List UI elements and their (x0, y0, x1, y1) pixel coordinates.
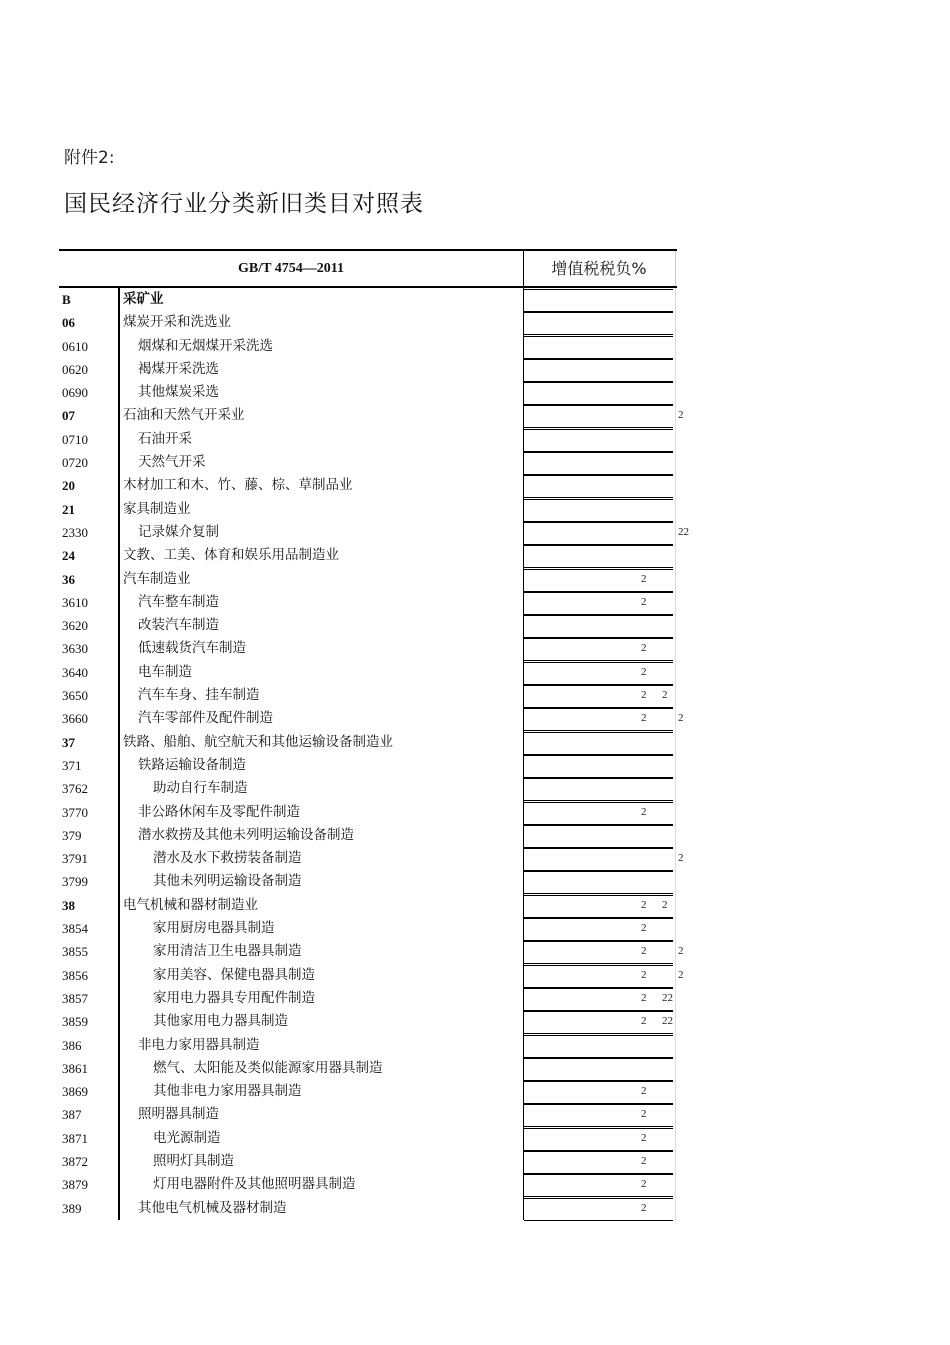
table-row (59, 451, 677, 474)
tax-value: 2 (641, 1131, 647, 1144)
code-divider (118, 707, 120, 730)
tax-cell (524, 499, 673, 522)
tax-value: 2 (641, 1015, 647, 1028)
table-row (59, 1150, 677, 1173)
row-name: 灯用电器附件及其他照明器具制造 (153, 1176, 356, 1193)
attachment-label: 附件2: (64, 148, 115, 168)
row-code: 3856 (62, 967, 88, 983)
right-edge (675, 847, 676, 870)
tax-value: 2 (678, 409, 684, 422)
tax-cell (524, 918, 673, 941)
tax-cell (524, 895, 673, 918)
row-name: 其他未列明运输设备制造 (153, 873, 302, 890)
table-row (59, 894, 677, 917)
row-name: 家用清洁卫生电器具制造 (153, 943, 302, 960)
right-edge (675, 474, 676, 497)
row-name: 改装汽车制造 (138, 617, 219, 634)
row-code: B (62, 292, 71, 307)
tax-cell (524, 1174, 673, 1197)
tax-cell (524, 1151, 673, 1174)
tax-cell (524, 405, 673, 428)
row-name: 照明器具制造 (138, 1106, 219, 1123)
row-code: 379 (62, 827, 82, 843)
table-row (59, 870, 677, 893)
tax-cell (524, 475, 673, 498)
table-row (59, 381, 677, 404)
row-code: 24 (62, 548, 75, 564)
right-edge (675, 731, 676, 754)
code-divider (118, 987, 120, 1010)
right-edge (675, 684, 676, 707)
right-edge (675, 1197, 676, 1220)
row-code: 389 (62, 1200, 82, 1216)
row-code: 0610 (62, 338, 88, 354)
right-edge (675, 1080, 676, 1103)
right-edge (675, 754, 676, 777)
tax-cell (524, 871, 673, 894)
row-name: 非电力家用器具制造 (138, 1036, 260, 1053)
row-code: 387 (62, 1107, 82, 1123)
code-divider (118, 1197, 120, 1220)
right-edge (675, 451, 676, 474)
tax-value: 2 (641, 898, 647, 911)
row-code: 3879 (62, 1177, 88, 1193)
tax-value: 2 (662, 898, 668, 911)
code-divider (118, 591, 120, 614)
tax-value: 2 (641, 595, 647, 608)
code-divider (118, 661, 120, 684)
tax-value: 2 (678, 945, 684, 958)
code-divider (118, 1150, 120, 1173)
row-code: 0710 (62, 431, 88, 447)
code-divider (118, 870, 120, 893)
row-name: 煤炭开采和洗选业 (123, 314, 231, 331)
row-name: 烟煤和无烟煤开采洗选 (138, 337, 273, 354)
tax-cell (524, 965, 673, 988)
tax-cell (524, 1011, 673, 1034)
table-row (59, 474, 677, 497)
code-divider (118, 1010, 120, 1033)
row-code: 07 (62, 408, 75, 424)
table-row (59, 754, 677, 777)
row-code: 36 (62, 571, 75, 587)
tax-value: 22 (662, 1015, 673, 1028)
table-row (59, 1103, 677, 1126)
code-divider (118, 1173, 120, 1196)
row-code: 06 (62, 315, 75, 331)
row-name: 石油和天然气开采业 (123, 407, 245, 424)
row-name: 汽车零部件及配件制造 (138, 710, 273, 727)
tax-cell (524, 569, 673, 592)
code-divider (118, 894, 120, 917)
table-row (59, 498, 677, 521)
right-edge (675, 428, 676, 451)
code-divider (118, 940, 120, 963)
tax-value: 2 (641, 805, 647, 818)
tax-cell (524, 312, 673, 335)
tax-cell (524, 802, 673, 825)
code-divider (118, 451, 120, 474)
right-edge (675, 521, 676, 544)
row-name: 褐煤开采洗选 (138, 360, 219, 377)
tax-cell (524, 289, 673, 312)
row-name: 其他电气机械及器材制造 (138, 1199, 287, 1216)
row-name: 电气机械和器材制造业 (123, 896, 258, 913)
tax-cell (524, 1104, 673, 1127)
tax-value: 2 (641, 712, 647, 725)
tax-cell (524, 848, 673, 871)
code-divider (118, 1103, 120, 1126)
tax-cell (524, 592, 673, 615)
code-divider (118, 358, 120, 381)
tax-cell (524, 452, 673, 475)
row-code: 3855 (62, 944, 88, 960)
row-name: 非公路休闲车及零配件制造 (138, 803, 300, 820)
right-edge (675, 381, 676, 404)
row-name: 其他家用电力器具制造 (153, 1013, 288, 1030)
tax-cell (524, 1128, 673, 1151)
code-divider (118, 731, 120, 754)
table-row (59, 614, 677, 637)
row-code: 21 (62, 501, 75, 517)
row-code: 3762 (62, 781, 88, 797)
table-row (59, 568, 677, 591)
code-divider (118, 1057, 120, 1080)
right-edge (675, 1173, 676, 1196)
tax-cell (524, 1081, 673, 1104)
row-name: 天然气开采 (138, 454, 206, 471)
row-name: 铁路、船舶、航空航天和其他运输设备制造业 (123, 733, 393, 750)
right-edge (675, 661, 676, 684)
row-name: 助动自行车制造 (153, 780, 248, 797)
right-edge (675, 544, 676, 567)
row-code: 0690 (62, 385, 88, 401)
row-code: 3770 (62, 804, 88, 820)
row-name: 采矿业 (123, 291, 164, 307)
tax-cell (524, 1198, 673, 1221)
tax-value: 2 (641, 1108, 647, 1121)
row-code: 3869 (62, 1084, 88, 1100)
row-name: 汽车车身、挂车制造 (138, 687, 260, 704)
tax-value: 2 (641, 945, 647, 958)
tax-cell (524, 615, 673, 638)
right-edge (675, 1150, 676, 1173)
row-code: 0620 (62, 361, 88, 377)
right-edge (675, 288, 676, 311)
table-row (59, 824, 677, 847)
tax-cell (524, 545, 673, 568)
right-edge (675, 917, 676, 940)
table-row (59, 1010, 677, 1033)
tax-value: 2 (641, 689, 647, 702)
code-divider (118, 428, 120, 451)
header-right-edge (675, 251, 676, 286)
right-edge (675, 894, 676, 917)
right-edge (675, 637, 676, 660)
table-row (59, 637, 677, 660)
row-code: 20 (62, 478, 75, 494)
table-row (59, 847, 684, 870)
table-row (59, 731, 677, 754)
tax-value: 2 (662, 689, 668, 702)
row-name: 家用电力器具专用配件制造 (153, 989, 315, 1006)
code-divider (118, 1080, 120, 1103)
tax-cell (524, 685, 673, 708)
row-name: 记录媒介复制 (138, 523, 219, 540)
row-code: 3640 (62, 664, 88, 680)
row-code: 37 (62, 734, 75, 750)
table-row (59, 521, 689, 544)
right-edge (675, 870, 676, 893)
tax-value: 2 (641, 1178, 647, 1191)
tax-value: 2 (641, 665, 647, 678)
code-divider (118, 847, 120, 870)
tax-value: 2 (641, 991, 647, 1004)
tax-value: 2 (641, 1154, 647, 1167)
row-name: 燃气、太阳能及类似能源家用器具制造 (153, 1059, 383, 1076)
row-code: 3871 (62, 1130, 88, 1146)
table-row (59, 940, 684, 963)
table-row (59, 1127, 677, 1150)
row-code: 3859 (62, 1014, 88, 1030)
row-code: 3660 (62, 711, 88, 727)
code-divider (118, 801, 120, 824)
row-code: 3610 (62, 594, 88, 610)
table-row (59, 707, 684, 730)
right-edge (675, 311, 676, 334)
right-edge (675, 1103, 676, 1126)
right-edge (675, 824, 676, 847)
row-code: 3799 (62, 874, 88, 890)
right-edge (675, 1057, 676, 1080)
code-divider (118, 335, 120, 358)
row-name: 照明灯具制造 (153, 1152, 234, 1169)
right-edge (675, 591, 676, 614)
code-divider (118, 381, 120, 404)
code-divider (118, 754, 120, 777)
row-code: 3620 (62, 618, 88, 634)
tax-cell (524, 638, 673, 661)
tax-cell (524, 359, 673, 382)
right-edge (675, 964, 676, 987)
right-edge (675, 568, 676, 591)
industry-table (59, 249, 689, 1220)
row-code: 3857 (62, 990, 88, 1006)
row-code: 38 (62, 897, 75, 913)
row-name: 其他煤炭采选 (138, 384, 219, 401)
right-edge (675, 777, 676, 800)
tax-value: 2 (641, 572, 647, 585)
table-row (59, 1080, 677, 1103)
tax-value: 2 (641, 968, 647, 981)
code-divider (118, 964, 120, 987)
tax-cell (524, 988, 673, 1011)
row-name: 石油开采 (138, 430, 192, 447)
row-code: 3872 (62, 1153, 88, 1169)
right-edge (675, 1010, 676, 1033)
right-edge (675, 498, 676, 521)
row-name: 铁路运输设备制造 (138, 756, 246, 773)
tax-cell (524, 382, 673, 405)
tax-cell (524, 941, 673, 964)
right-edge (675, 1034, 676, 1057)
table-row (59, 311, 677, 334)
tax-value: 22 (662, 991, 673, 1004)
right-edge (675, 987, 676, 1010)
row-name: 文教、工美、体育和娱乐用品制造业 (123, 547, 339, 564)
row-name: 汽车整车制造 (138, 593, 219, 610)
code-divider (118, 684, 120, 707)
tax-cell (524, 825, 673, 848)
tax-value: 2 (641, 1085, 647, 1098)
row-code: 3861 (62, 1060, 88, 1076)
tax-cell (524, 336, 673, 359)
code-divider (118, 544, 120, 567)
table-row (59, 1197, 677, 1220)
row-name: 低速载货汽车制造 (138, 640, 246, 657)
table-row (59, 335, 677, 358)
table-row (59, 661, 677, 684)
table-row (59, 917, 677, 940)
tax-column-header: 增值税税负% (551, 259, 647, 278)
code-divider (118, 474, 120, 497)
tax-value: 2 (678, 712, 684, 725)
table-row (59, 987, 677, 1010)
table-row (59, 1034, 677, 1057)
row-name: 电车制造 (138, 663, 192, 680)
row-code: 3630 (62, 641, 88, 657)
code-divider (118, 288, 120, 311)
row-name: 电光源制造 (153, 1129, 221, 1146)
row-name: 汽车制造业 (123, 570, 191, 587)
row-code: 371 (62, 757, 82, 773)
tax-cell (524, 778, 673, 801)
tax-cell (524, 1058, 673, 1081)
tax-value: 2 (641, 642, 647, 655)
code-divider (118, 568, 120, 591)
code-divider (118, 404, 120, 427)
row-name: 潜水救捞及其他未列明运输设备制造 (138, 826, 354, 843)
right-edge (675, 1127, 676, 1150)
tax-cell (524, 708, 673, 731)
right-edge (675, 801, 676, 824)
tax-cell (524, 1035, 673, 1058)
page-title: 国民经济行业分类新旧类目对照表 (64, 191, 424, 217)
right-edge (675, 707, 676, 730)
table-row (59, 591, 677, 614)
right-edge (675, 404, 676, 427)
code-divider (118, 777, 120, 800)
tax-value: 22 (678, 525, 689, 538)
tax-cell (524, 662, 673, 685)
table-row (59, 404, 684, 427)
code-divider (118, 521, 120, 544)
table-row (59, 801, 677, 824)
tax-cell (524, 429, 673, 452)
row-code: 2330 (62, 524, 88, 540)
code-divider (118, 824, 120, 847)
table-row (59, 684, 677, 707)
code-divider (118, 311, 120, 334)
right-edge (675, 614, 676, 637)
right-edge (675, 358, 676, 381)
row-name: 其他非电力家用器具制造 (153, 1083, 302, 1100)
row-name: 家用厨房电器具制造 (153, 920, 275, 937)
row-name: 潜水及水下救捞装备制造 (153, 850, 302, 867)
code-divider (118, 498, 120, 521)
code-divider (118, 637, 120, 660)
table-row (59, 1057, 677, 1080)
row-name: 家具制造业 (123, 500, 191, 517)
row-code: 3650 (62, 688, 88, 704)
table-row (59, 544, 677, 567)
table-body (59, 288, 689, 1220)
table-header (59, 249, 677, 288)
tax-cell (524, 522, 673, 545)
row-code: 0720 (62, 455, 88, 471)
tax-value: 2 (678, 968, 684, 981)
table-row (59, 288, 677, 311)
tax-value: 2 (641, 922, 647, 935)
row-name: 木材加工和木、竹、藤、棕、草制品业 (123, 477, 353, 494)
row-code: 3791 (62, 851, 88, 867)
row-name: 家用美容、保健电器具制造 (153, 966, 315, 983)
table-row (59, 777, 677, 800)
tax-cell (524, 755, 673, 778)
code-divider (118, 614, 120, 637)
code-divider (118, 1034, 120, 1057)
row-code: 386 (62, 1037, 82, 1053)
code-divider (118, 1127, 120, 1150)
right-edge (675, 940, 676, 963)
tax-value: 2 (641, 1201, 647, 1214)
right-edge (675, 335, 676, 358)
tax-value: 2 (678, 852, 684, 865)
code-divider (118, 917, 120, 940)
table-row (59, 428, 677, 451)
table-row (59, 964, 684, 987)
standard-header: GB/T 4754—2011 (238, 261, 344, 276)
tax-cell (524, 732, 673, 755)
table-row (59, 358, 677, 381)
table-row (59, 1173, 677, 1196)
row-code: 3854 (62, 921, 88, 937)
